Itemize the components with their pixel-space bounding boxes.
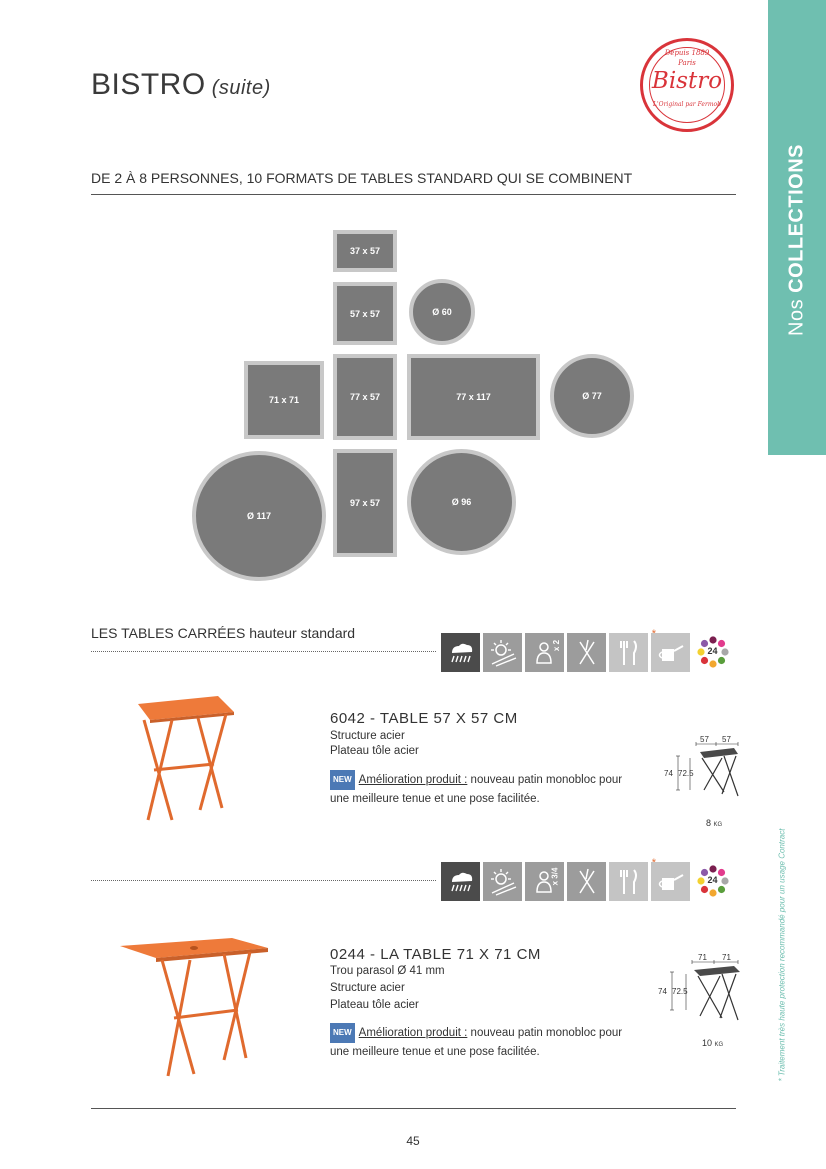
feature-icons-row: [441, 633, 732, 672]
format-d117: [192, 451, 326, 581]
page-number: 45: [406, 1134, 420, 1148]
format-77x117: [407, 354, 540, 440]
product-title: 0244 - LA TABLE 71 X 71 CM: [330, 946, 541, 963]
collections-tab-label: [786, 144, 809, 336]
product-spec: Plateau tôle acier: [330, 745, 419, 757]
improvement-link[interactable]: Amélioration produit :: [358, 774, 468, 786]
logo-name-text: Bistro: [651, 68, 723, 94]
weight-unit: KG: [714, 1042, 724, 1048]
page-title: [91, 68, 271, 102]
new-badge: NEW: [330, 770, 355, 790]
tab-prefix: Nos: [785, 298, 808, 336]
product-improvement: [330, 1023, 640, 1061]
logo-city-text: Paris: [678, 59, 696, 67]
dim-height-1: 74: [664, 769, 673, 778]
colors-count: 24: [707, 875, 718, 885]
format-label: 77 x 117: [456, 392, 491, 402]
dim-width-1: 71: [698, 953, 707, 962]
logo-tagline-text: L'Original par Fermob: [653, 101, 721, 108]
format-label: Ø 117: [246, 511, 272, 521]
section-subheading: DE 2 À 8 PERSONNES, 10 FORMATS DE TABLES STANDARD QUI SE COMBINENT: [91, 170, 633, 186]
section-title: [91, 625, 355, 641]
dimension-diagram: [658, 952, 744, 1028]
persons-icon: [525, 862, 564, 901]
improvement-text: nouveau patin monobloc pour une meilleure tenue et une pose facilitée.: [330, 1027, 623, 1058]
rain-icon: [441, 862, 480, 901]
format-label: Ø 60: [432, 307, 452, 317]
persons-count: x 2: [551, 639, 561, 652]
sun-icon: [483, 862, 522, 901]
dotted-divider: [91, 651, 436, 652]
format-37x57: [333, 230, 397, 272]
cutlery-icon: [609, 633, 648, 672]
table-57x57-image: [118, 690, 240, 830]
section-title-suffix: hauteur standard: [249, 625, 356, 641]
sun-icon: [483, 633, 522, 672]
format-label: 97 x 57: [349, 498, 381, 508]
table-71x71-image: [112, 930, 272, 1080]
format-d60: [409, 279, 475, 345]
tab-label: COLLECTIONS: [785, 144, 808, 293]
product-title: 6042 - TABLE 57 X 57 CM: [330, 710, 518, 727]
dim-height-2: 72.5: [678, 769, 694, 778]
format-97x57: [333, 449, 397, 557]
format-label: Ø 77: [582, 391, 602, 401]
title-suffix: (suite): [211, 77, 271, 99]
logo-top-text: Depuis 1889: [664, 49, 710, 57]
product-spec: Trou parasol Ø 41 mm: [330, 965, 445, 977]
improvement-link[interactable]: Amélioration produit :: [358, 1027, 468, 1039]
format-77x57: [333, 354, 397, 440]
improvement-text: nouveau patin monobloc pour une meilleure tenue et une pose facilitée.: [330, 774, 623, 805]
color-palette-icon: [693, 633, 732, 672]
feature-icons-row: [441, 862, 732, 901]
watering-can-icon: [651, 862, 690, 901]
dim-width-2: 57: [722, 735, 731, 744]
product-spec: Structure acier: [330, 730, 405, 742]
color-palette-icon: [693, 862, 732, 901]
product-improvement: [330, 770, 640, 808]
weight-value: 10: [702, 1038, 713, 1048]
dim-width-1: 57: [700, 735, 709, 744]
section-title-main: LES TABLES CARRÉES: [91, 625, 246, 641]
format-label: 77 x 57: [349, 392, 381, 402]
format-71x71: [244, 361, 324, 439]
divider: [91, 194, 736, 195]
side-note: * Traitement très haute protection recommandé pour un usage Contract: [777, 828, 787, 1082]
foldable-icon: [567, 862, 606, 901]
weight-value: 8: [706, 818, 712, 828]
cutlery-icon: [609, 862, 648, 901]
weight-unit: KG: [713, 822, 723, 828]
dim-width-2: 71: [722, 953, 731, 962]
bistro-logo: [640, 38, 734, 132]
title-main: BISTRO: [91, 68, 206, 101]
format-label: Ø 96: [451, 497, 472, 507]
persons-count: x 3/4: [550, 867, 560, 886]
footer-divider: [91, 1108, 736, 1109]
dim-height-1: 74: [658, 987, 667, 996]
product-spec: Plateau tôle acier: [330, 999, 419, 1011]
persons-icon: [525, 633, 564, 672]
format-label: 37 x 57: [349, 246, 381, 256]
product-spec: Structure acier: [330, 982, 405, 994]
dimension-diagram: [660, 732, 744, 804]
format-57x57: [333, 282, 397, 345]
product-weight: [706, 818, 722, 828]
format-label: 57 x 57: [349, 308, 381, 319]
watering-can-icon: [651, 633, 690, 672]
format-label: 71 x 71: [268, 395, 300, 405]
foldable-icon: [567, 633, 606, 672]
format-d96: [407, 449, 516, 555]
dotted-divider: [91, 880, 436, 881]
rain-icon: [441, 633, 480, 672]
format-d77: [550, 354, 634, 438]
dim-height-2: 72.5: [672, 987, 688, 996]
colors-count: 24: [707, 646, 718, 656]
new-badge: NEW: [330, 1023, 355, 1043]
product-weight: [702, 1038, 723, 1048]
